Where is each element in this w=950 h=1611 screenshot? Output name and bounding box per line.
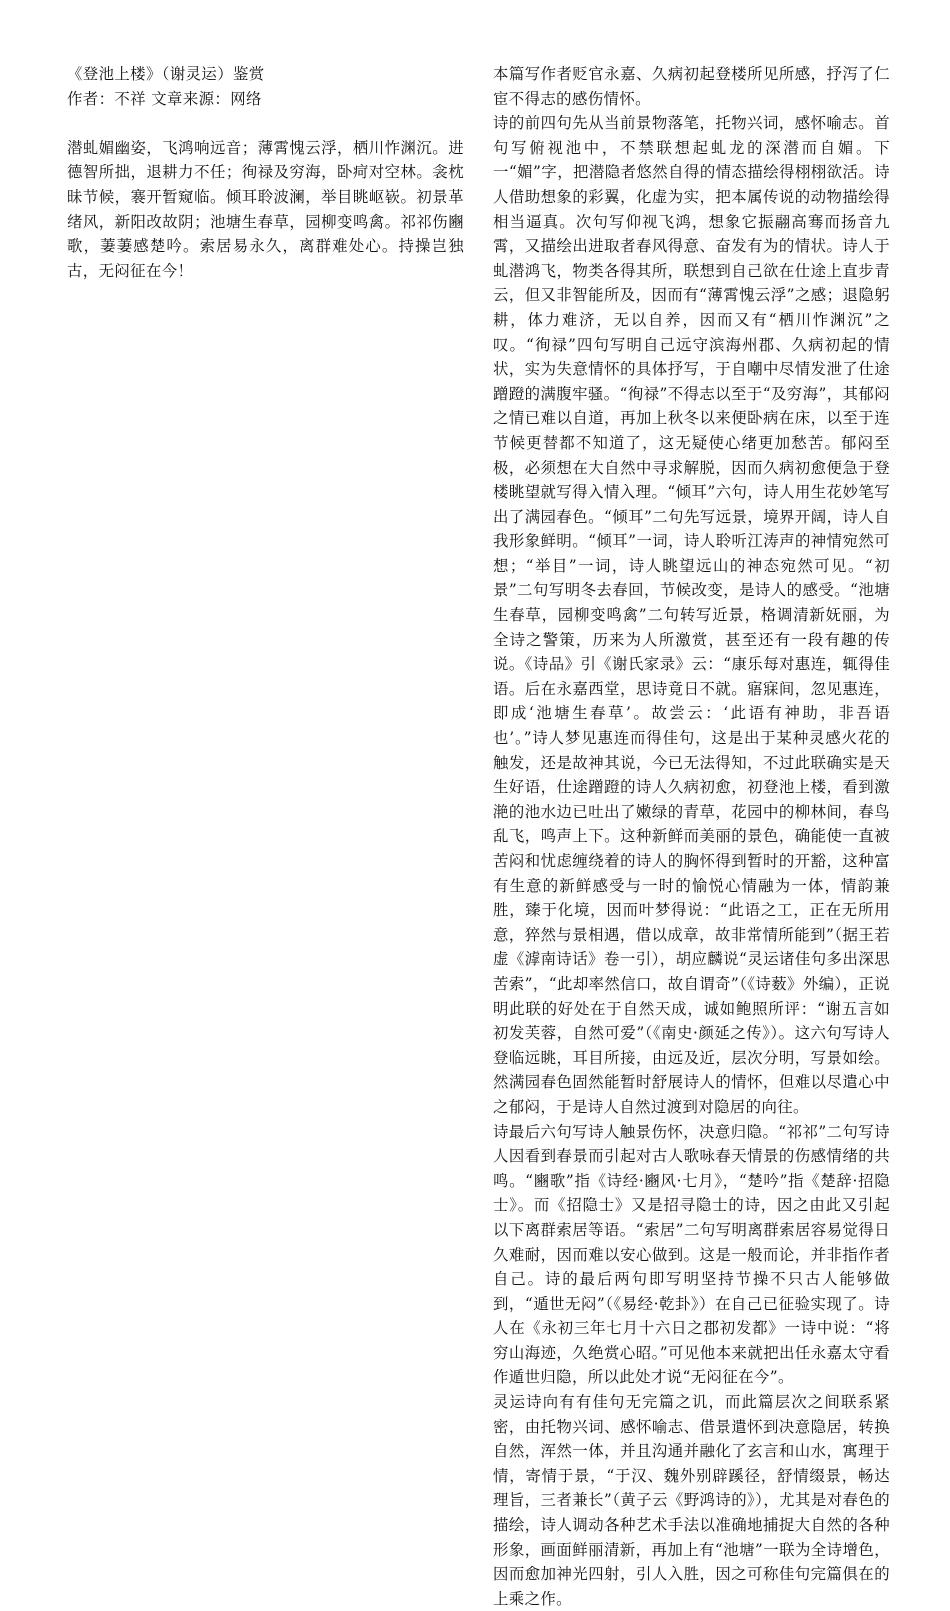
right-column	[493, 62, 890, 1611]
body-paragraph-2: 诗的前四句先从当前景物落笔，托物兴词，感怀喻志。首句写俯视池中，不禁联想起虬龙的深潜而自媚。下一“媚”字，把潜隐者悠然自得的情态描绘得栩栩欲活。诗人借助想象的彩翼，化虚为实，把本属传说的动物描绘得相当逼真。次句写仰视飞鸿，想象它振翮高骞而扬音九霄，又描绘出进取者春风得意、奋发有为的情状。诗人于虬潜鸿飞，物类各得其所，联想到自己欲在仕途上直步青云，但又非智能所及，因而有“薄霄愧云浮”之感；退隐躬耕，体力难济，无以自养，因而又有“栖川怍渊沉”之叹。“徇禄”四句写明自己远守滨海州郡、久病初起的情状，实为失意情怀的具体抒写，于自嘲中尽情发泄了仕途蹭蹬的满腹牢骚。“徇禄”不得志以至于“及穷海”，其郁闷之情已难以自道，再加上秋冬以来便卧病在床，以至于连节候更替都不知道了，这无疑使心绪更加愁苦。郁闷至极，必须想在大自然中寻求解脱，因而久病初愈便急于登楼眺望就写得入情入理。“倾耳”六句，诗人用生花妙笔写出了满园春色。“倾耳”二句先写远景，境界开阔，诗人自我形象鲜明。“倾耳”一词，诗人聆听江涛声的神情宛然可想；“举目”一词，诗人眺望远山的神态宛然可见。“初景”二句写明冬去春回，节候改变，是诗人的感受。“池塘生春草，园柳变鸣禽”二句转写近景，格调清新妩丽，为全诗之警策，历来为人所激赏，甚至还有一段有趣的传说。《诗品》引《谢氏家录》云：“康乐每对惠连，辄得佳语。后在永嘉西堂，思诗竟日不就。寤寐间，忽见惠连，即成‘池塘生春草’。故尝云：‘此语有神助，非吾语也’。”诗人梦见惠连而得佳句，这是出于某种灵感火花的触发，还是故神其说，今已无法得知，不过此联确实是天生好语，仕途蹭蹬的诗人久病初愈，初登池上楼，看到激滟的池水边已吐出了嫩绿的青草，花园中的柳林间，春鸟乱飞，鸣声上下。这种新鲜而美丽的景色，确能使一直被苦闷和忧虑缠绕着的诗人的胸怀得到暂时的开豁，这种富有生意的新鲜感受与一时的愉悦心情融为一体，情韵兼胜，臻于化境，因而叶梦得说：“此语之工，正在无所用意，猝然与景相遇，借以成章，故非常情所能到”（据王若虚《滹南诗话》卷一引），胡应麟说“灵运诸佳句多出深思苦索”，“此却率然信口，故自谓奇”（《诗薮》外编），正说明此联的好处在于自然天成，诚如鲍照所评：“谢五言如初发芙蓉，自然可爱”（《南史·颜延之传》）。这六句写诗人登临远眺，耳目所接，由远及近，层次分明，写景如绘。然满园春色固然能暂时舒展诗人的情怀，但难以尽遣心中之郁闷，于是诗人自然过渡到对隐居的向往。	[493, 114, 890, 1116]
poem-text: 潜虬媚幽姿，飞鸿响远音；薄霄愧云浮，栖川怍渊沉。进德智所拙，退耕力不任；徇禄及穷海，卧疴对空林。衾枕昧节候，褰开暂窥临。倾耳聆波澜，举目眺岖嵚。初景革绪风，新阳改故阴；池塘生春草，园柳变鸣禽。祁祁伤豳歌，萋萋感楚吟。索居易永久，离群难处心。持操岂独古，无闷征在今！	[67, 138, 464, 280]
body-paragraph-1: 本篇写作者贬官永嘉、久病初起登楼所见所感，抒泻了仁宦不得志的感伤情怀。	[493, 65, 890, 108]
body-paragraph-3: 诗最后六句写诗人触景伤怀，决意归隐。“祁祁”二句写诗人因看到春景而引起对古人歌咏春天情景的伤感情绪的共鸣。“豳歌”指《诗经·豳风·七月》，“楚吟”指《楚辞·招隐士》。而《招隐士》又是招寻隐士的诗，因之由此又引起以下离群索居等语。“索居”二句写明离群索居容易觉得日久难耐，因而难以安心做到。这是一般而论，并非指作者自己。诗的最后两句即写明坚持节操不只古人能够做到，“遁世无闷”（《易经·乾卦》）在自己已征验实现了。诗人在《永初三年七月十六日之郡初发都》一诗中说：“将穷山海迹，久绝赏心昭。”可见他本来就把出任永嘉太守看作遁世归隐，所以此处才说“无闷征在今”。	[493, 1122, 890, 1387]
left-column	[67, 62, 464, 283]
body-paragraph-4: 灵运诗向有有佳句无完篇之讥，而此篇层次之间联系紧密，由托物兴词、感怀喻志、借景遣怀到决意隐居，转换自然，浑然一体，并且沟通并融化了玄言和山水，寓理于情，寄情于景，“于汉、魏外别辟蹊径，舒情缀景，畅达理旨，三者兼长”（黄子云《野鸿诗的》），尤其是对春色的描绘，诗人调动各种艺术手法以准确地捕捉大自然的各种形象，画面鲜丽清新，再加上有“池塘”一联为全诗增色，因而愈加神光四射，引人入胜，因之可称佳句完篇俱在的上乘之作。	[493, 1393, 890, 1608]
spacer	[67, 111, 464, 136]
article-title: 《登池上楼》（谢灵运）鉴赏	[67, 65, 265, 83]
article-body	[67, 136, 464, 284]
article-meta: 作者：不祥 文章来源：网络	[67, 89, 262, 108]
